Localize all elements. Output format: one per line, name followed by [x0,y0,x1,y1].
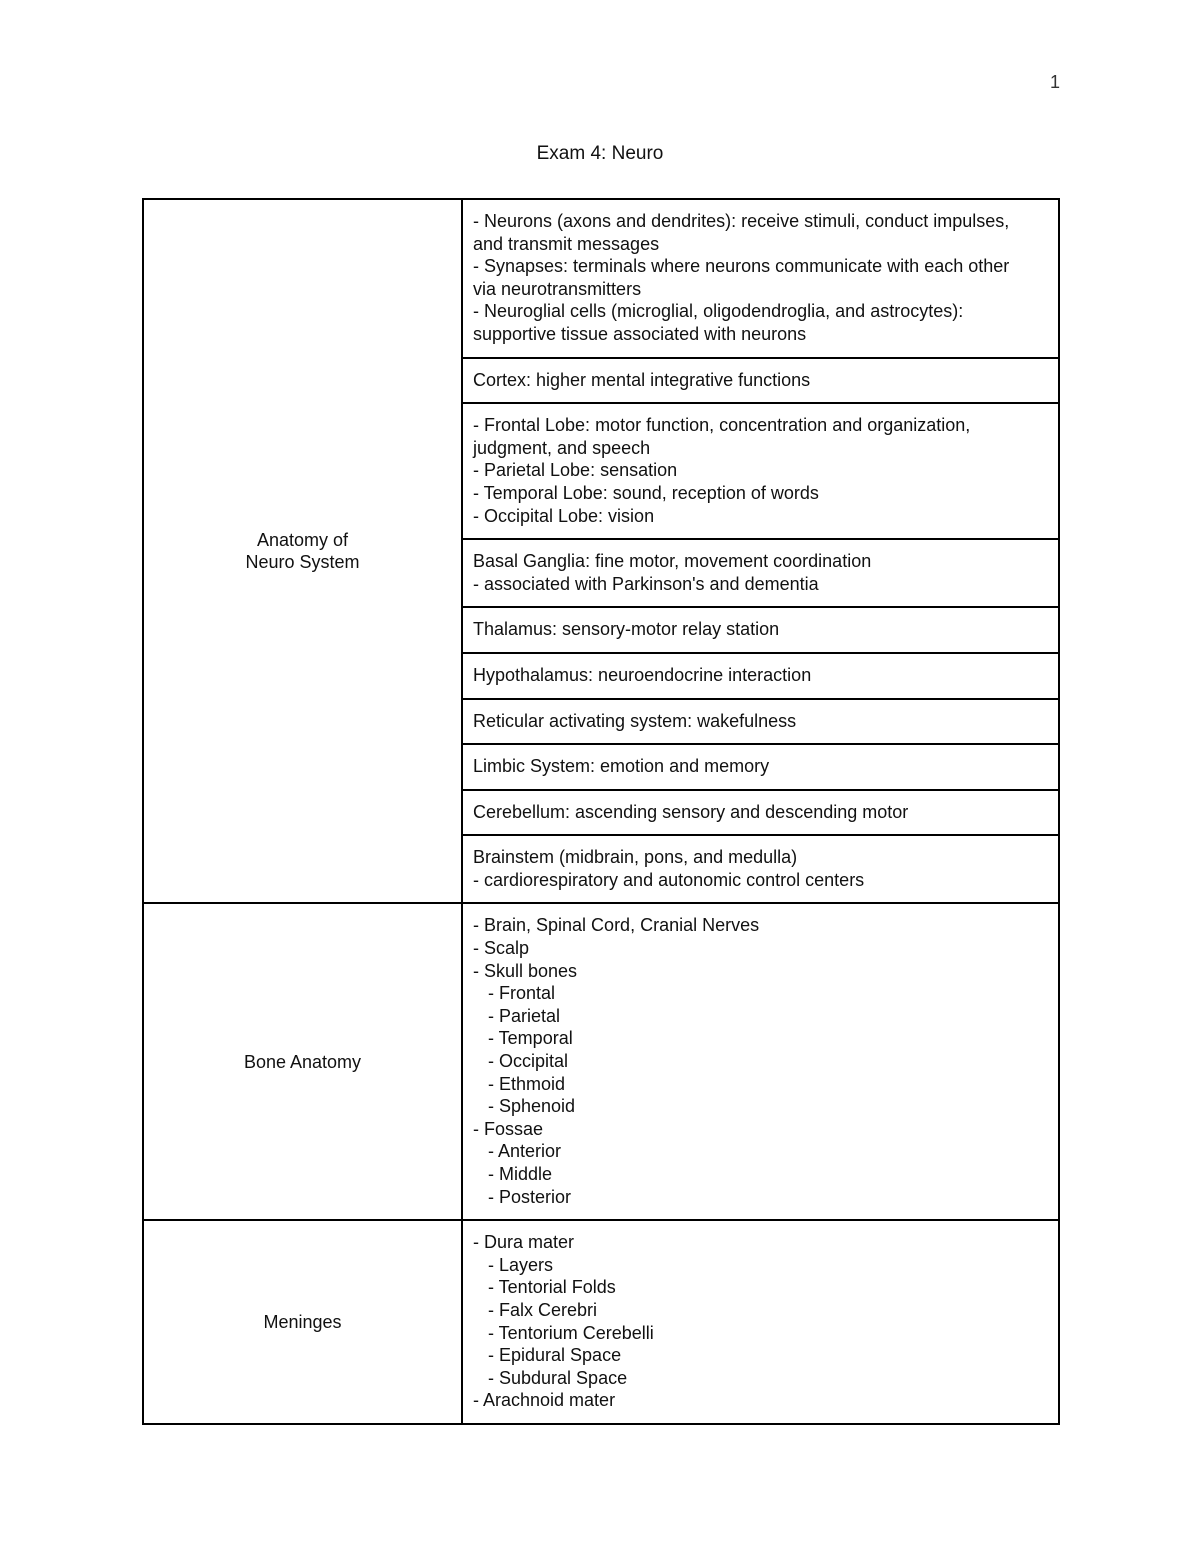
detail-line: - Arachnoid mater [473,1390,616,1411]
detail-line: - Tentorial Folds [473,1277,616,1298]
detail-line: - Scalp [473,938,530,959]
detail-line: - Layers [473,1254,554,1275]
detail-line: - Fossae [473,1118,544,1139]
detail-line: via neurotransmitters [473,278,642,299]
notes-table [142,198,1060,1425]
detail-cell [462,744,1059,790]
topic-cell [143,1220,462,1424]
detail-cell [462,835,1059,903]
detail-line: Cerebellum: ascending sensory and descending motor [473,801,909,822]
table-row [143,903,1059,1220]
detail-line: and transmit messages [473,233,660,254]
detail-line: Limbic System: emotion and memory [473,756,770,777]
detail-line: - Neuroglial cells (microglial, oligodendroglia, and astrocytes): [473,301,964,322]
detail-line: judgment, and speech [473,437,651,458]
detail-line: - Occipital Lobe: vision [473,505,655,526]
topic-label: Meninges [263,1311,342,1332]
detail-line: Reticular activating system: wakefulness [473,710,797,731]
detail-line: - Tentorium Cerebelli [473,1322,654,1343]
detail-cell [462,790,1059,836]
topic-label: Neuro System [245,552,360,573]
detail-line: - Frontal Lobe: motor function, concentration and organization, [473,415,971,436]
detail-line: - Anterior [473,1141,562,1162]
detail-line: Hypothalamus: neuroendocrine interaction [473,664,812,685]
detail-line: - Parietal Lobe: sensation [473,460,678,481]
detail-line: supportive tissue associated with neurons [473,323,807,344]
document-title: Exam 4: Neuro [536,143,664,164]
detail-line: - Subdural Space [473,1367,628,1388]
detail-line: - cardiorespiratory and autonomic control centers [473,869,865,890]
detail-line: - Temporal [473,1028,573,1049]
detail-line: Thalamus: sensory-motor relay station [473,619,780,640]
detail-line: - Occipital [473,1051,569,1072]
detail-line: - Brain, Spinal Cord, Cranial Nerves [473,915,760,936]
detail-cell [462,653,1059,699]
detail-line: Cortex: higher mental integrative functions [473,369,811,390]
detail-cell [462,358,1059,404]
detail-line: - Epidural Space [473,1345,622,1366]
detail-line: - associated with Parkinson's and dementia [473,573,819,594]
table-row [143,199,1059,358]
detail-line: - Posterior [473,1186,572,1207]
detail-line: Brainstem (midbrain, pons, and medulla) [473,847,798,868]
detail-line: - Synapses: terminals where neurons communicate with each other [473,256,1010,277]
detail-line: - Sphenoid [473,1096,576,1117]
topic-cell [143,199,462,903]
detail-line: - Middle [473,1164,553,1184]
table-row [143,1220,1059,1424]
detail-line: - Parietal [473,1005,561,1026]
detail-cell [462,539,1059,607]
detail-line: - Neurons (axons and dendrites): receive stimuli, conduct impulses, [473,211,1010,231]
detail-line: - Skull bones [473,960,578,981]
detail-line: - Dura mater [473,1232,575,1253]
detail-cell [462,1220,1059,1424]
topic-cell [143,903,462,1220]
detail-cell [462,699,1059,745]
detail-line: - Falx Cerebri [473,1299,598,1320]
detail-line: - Ethmoid [473,1073,566,1094]
detail-line: Basal Ganglia: fine motor, movement coordination [473,551,872,572]
detail-line: - Temporal Lobe: sound, reception of words [473,482,819,503]
page-number: 1 [1049,72,1060,92]
detail-cell [462,607,1059,653]
detail-cell [462,199,1059,358]
detail-cell [462,903,1059,1220]
detail-cell [462,403,1059,539]
topic-label: Bone Anatomy [243,1051,362,1072]
detail-line: - Frontal [473,983,556,1004]
topic-label: Anatomy of [256,529,349,550]
